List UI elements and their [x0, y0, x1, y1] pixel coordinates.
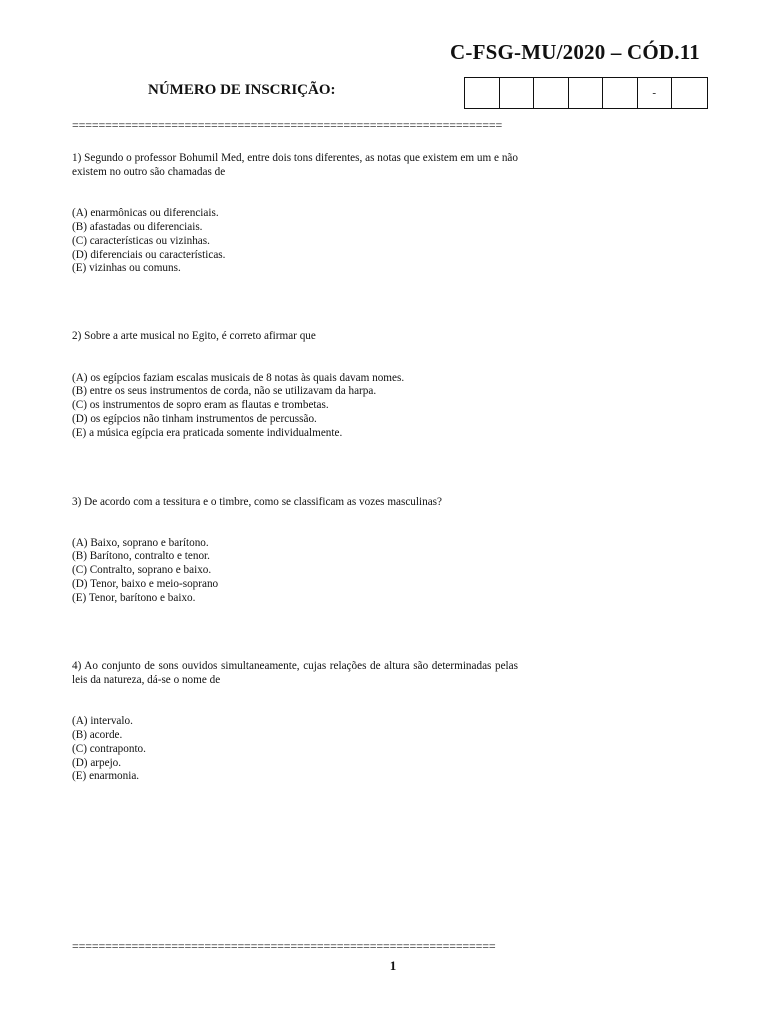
question-3: [72, 496, 518, 605]
question-stem: 2) Sobre a arte musical no Egito, é correto afirmar que: [72, 330, 316, 342]
registration-digit-box[interactable]: [672, 78, 707, 108]
option-c[interactable]: (C) os instrumentos de sopro eram as flautas e trombetas.: [72, 399, 329, 412]
registration-digit-box[interactable]: [534, 78, 569, 108]
option-e[interactable]: (E) enarmonia.: [72, 770, 140, 783]
option-b[interactable]: (B) Barítono, contralto e tenor.: [72, 550, 210, 563]
option-d[interactable]: (D) Tenor, baixo e meio-soprano: [72, 577, 219, 590]
option-a[interactable]: (A) intervalo.: [72, 715, 133, 728]
option-e[interactable]: (E) a música egípcia era praticada somente individualmente.: [72, 426, 343, 439]
registration-digit-box[interactable]: [603, 78, 638, 108]
option-c[interactable]: (C) características ou vizinhas.: [72, 234, 210, 247]
question-2: [72, 330, 518, 440]
question-stem: 4) Ao conjunto de sons ouvidos simultaneamente, cujas relações de altura são determinadas pelas leis da natureza, dá-se o nome de: [72, 660, 518, 686]
question-stem: 3) De acordo com a tessitura e o timbre, como se classificam as vozes masculinas?: [72, 496, 442, 508]
registration-digit-box[interactable]: [465, 78, 500, 108]
option-list: [72, 537, 518, 606]
option-a[interactable]: (A) Baixo, soprano e barítono.: [72, 536, 209, 549]
divider-top: =================================================================: [72, 118, 503, 132]
option-b[interactable]: (B) afastadas ou diferenciais.: [72, 221, 203, 234]
question-4: [72, 660, 518, 784]
question-stem: 1) Segundo o professor Bohumil Med, entre dois tons diferentes, as notas que existem em um e não existem no outro são chamadas de: [72, 152, 518, 178]
exam-code: C-FSG-MU/2020 – CÓD.11: [450, 40, 700, 64]
option-a[interactable]: (A) os egípcios faziam escalas musicais de 8 notas às quais davam nomes.: [72, 371, 405, 384]
registration-number-boxes: [464, 77, 708, 109]
option-list: [72, 715, 518, 784]
option-e[interactable]: (E) vizinhas ou comuns.: [72, 262, 181, 275]
page-number: 1: [389, 958, 397, 973]
option-list: [72, 207, 518, 276]
option-list: [72, 372, 518, 441]
registration-label: NÚMERO DE INSCRIÇÃO:: [148, 82, 336, 98]
option-c[interactable]: (C) Contralto, soprano e baixo.: [72, 564, 212, 577]
option-e[interactable]: (E) Tenor, barítono e baixo.: [72, 591, 196, 604]
option-a[interactable]: (A) enarmônicas ou diferenciais.: [72, 207, 219, 220]
divider-bottom: ================================================================: [72, 939, 496, 953]
option-c[interactable]: (C) contraponto.: [72, 742, 146, 755]
option-b[interactable]: (B) acorde.: [72, 729, 123, 742]
registration-digit-box[interactable]: [500, 78, 535, 108]
registration-digit-box: -: [638, 78, 673, 108]
option-d[interactable]: (D) os egípcios não tinham instrumentos de percussão.: [72, 412, 317, 425]
option-b[interactable]: (B) entre os seus instrumentos de corda, não se utilizavam da harpa.: [72, 385, 377, 398]
registration-digit-box[interactable]: [569, 78, 604, 108]
option-d[interactable]: (D) diferenciais ou características.: [72, 248, 226, 261]
option-d[interactable]: (D) arpejo.: [72, 756, 122, 769]
question-1: [72, 152, 518, 276]
